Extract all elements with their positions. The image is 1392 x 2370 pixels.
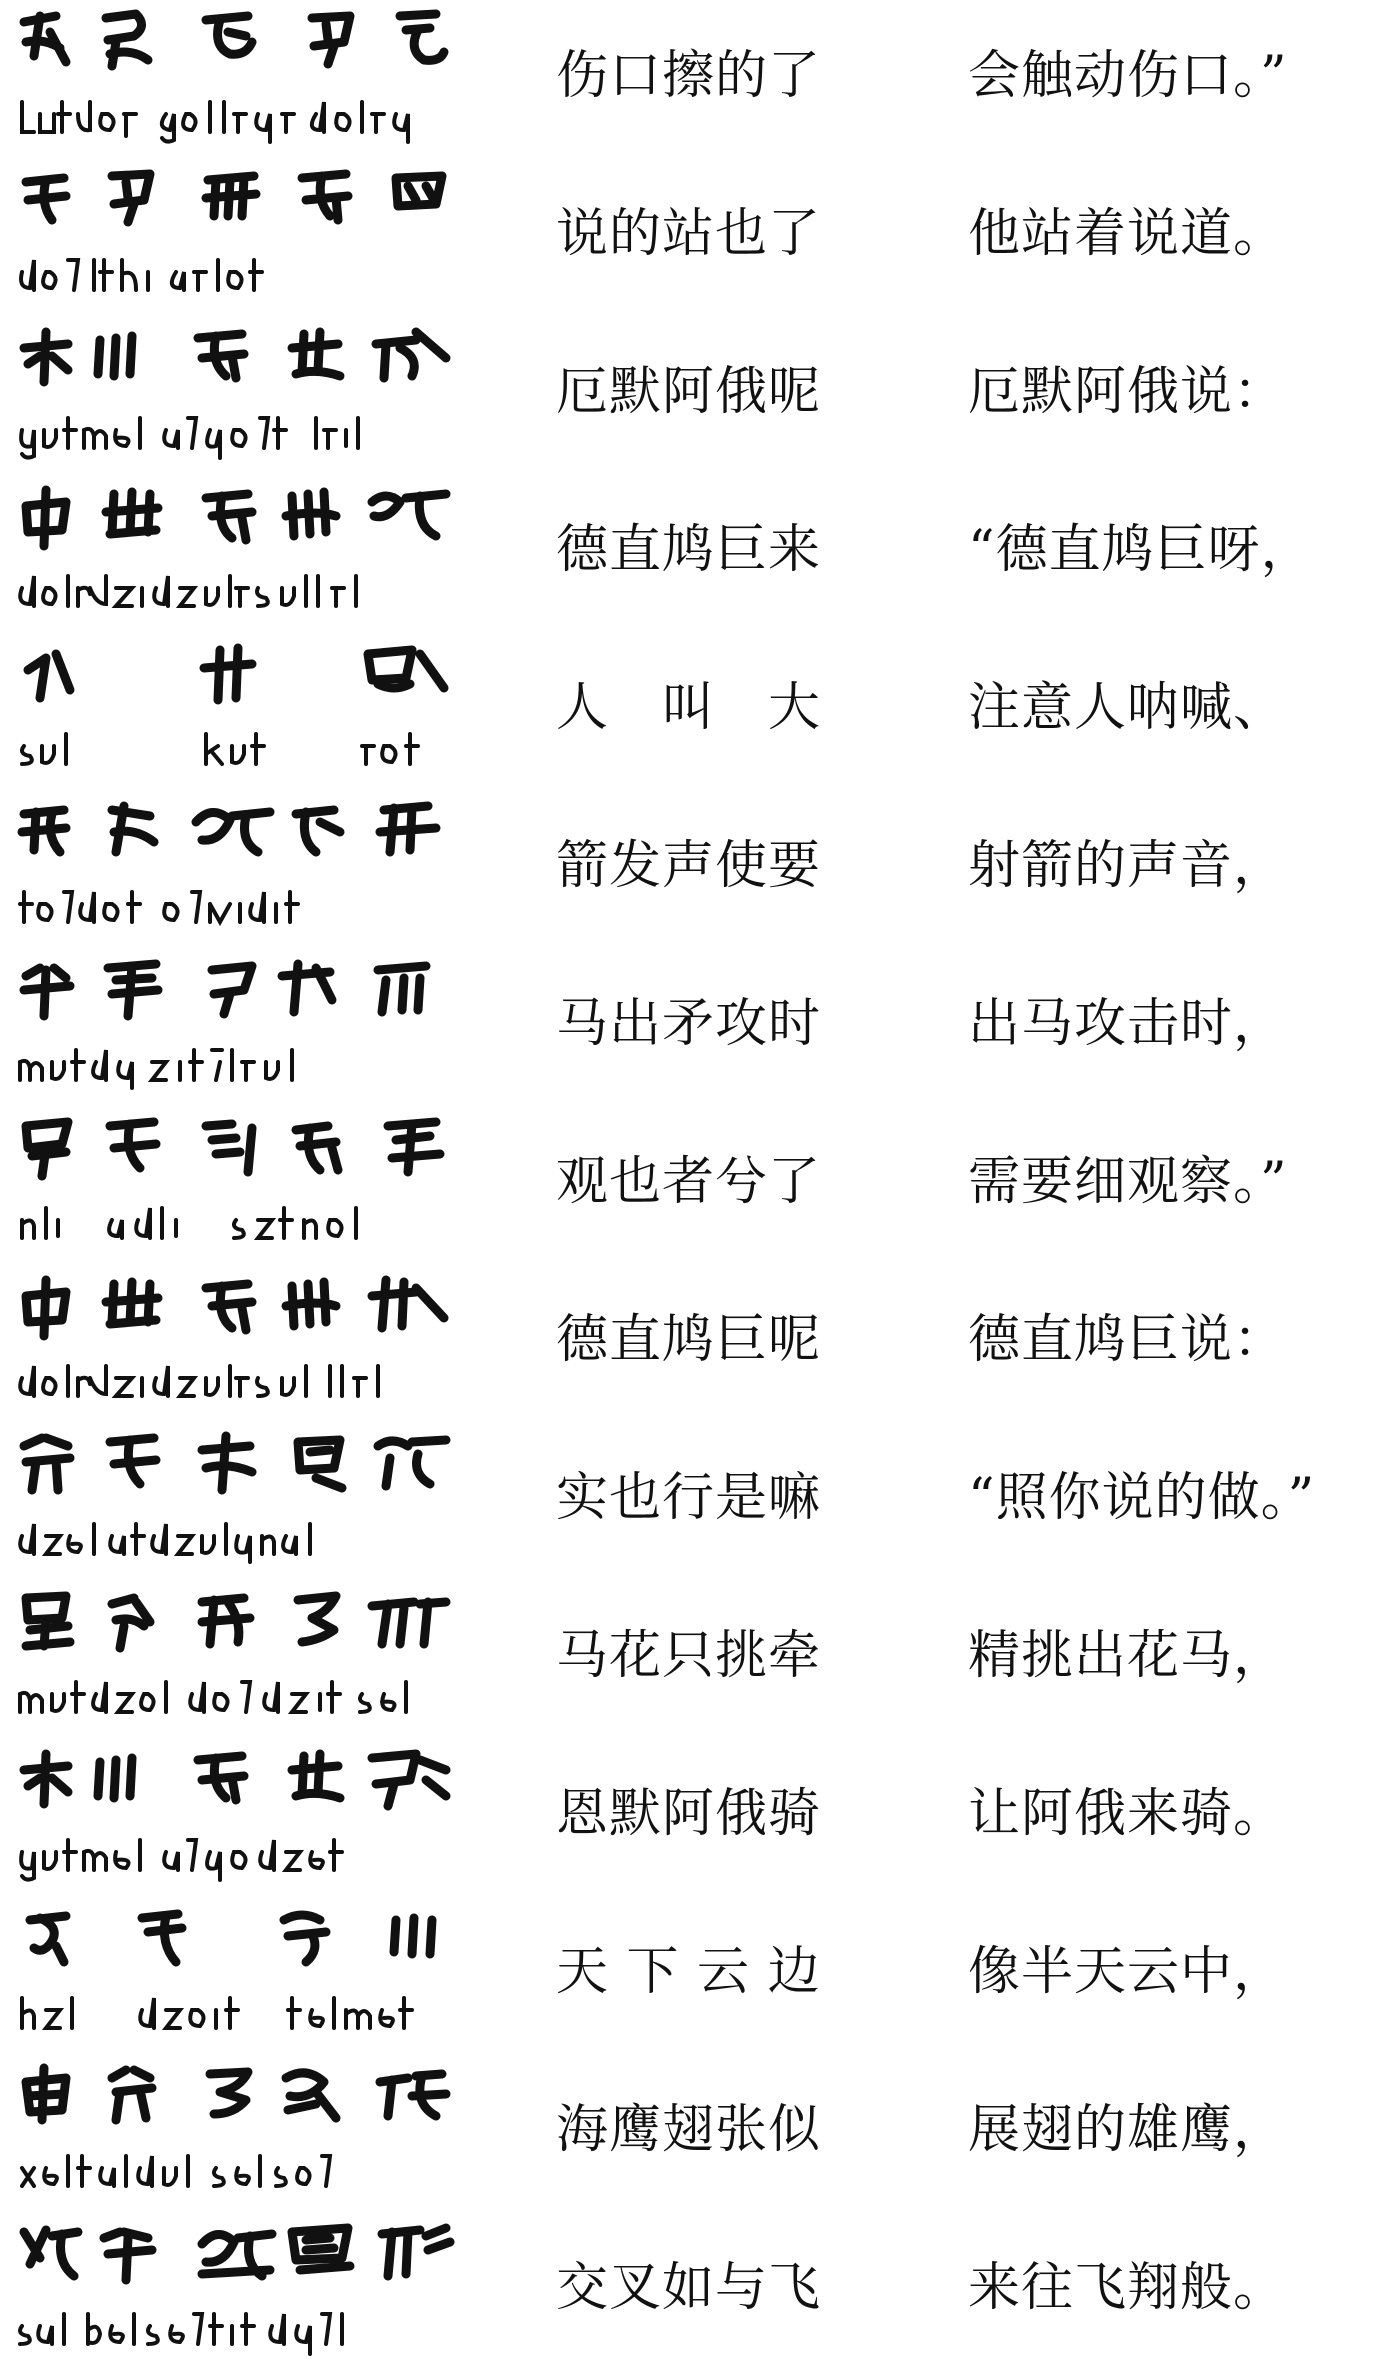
literal-gloss: 德直鸠巨来 <box>556 520 822 580</box>
text-row <box>0 1896 1392 2054</box>
handwritten-script-image <box>16 1108 456 1258</box>
free-translation: 会触动伤口。” <box>968 46 1288 106</box>
handwritten-romanization-drawing <box>16 1512 456 1568</box>
handwritten-script-image <box>16 792 456 942</box>
literal-gloss: 马出矛攻时 <box>556 994 822 1054</box>
free-translation: 像半天云中， <box>968 1942 1287 2002</box>
text-row <box>0 316 1392 474</box>
literal-gloss: 交叉如与飞 <box>556 2258 822 2318</box>
handwritten-romanization-drawing <box>16 880 456 936</box>
handwritten-romanization-drawing <box>16 2302 456 2358</box>
literal-gloss: 箭发声使要 <box>556 836 822 896</box>
handwritten-script-image <box>16 1898 456 2048</box>
handwritten-glyphs <box>16 950 456 1038</box>
handwritten-romanization <box>16 880 456 936</box>
handwritten-glyphs-drawing <box>16 476 456 564</box>
handwritten-glyphs <box>16 160 456 248</box>
handwritten-glyphs-drawing <box>16 2 456 90</box>
handwritten-romanization <box>16 90 456 146</box>
free-translation: 厄默阿俄说： <box>968 362 1287 422</box>
handwritten-romanization <box>16 564 456 620</box>
free-translation: 让阿俄来骑。 <box>968 1784 1287 1844</box>
free-translation: 来往飞翔般。 <box>968 2258 1287 2318</box>
handwritten-script-image <box>16 950 456 1100</box>
handwritten-romanization <box>16 1512 456 1568</box>
handwritten-script-image <box>16 2056 456 2206</box>
handwritten-script-image <box>16 634 456 784</box>
handwritten-romanization-drawing <box>16 1670 456 1726</box>
handwritten-romanization-drawing <box>16 90 456 146</box>
free-translation: “照你说的做。” <box>968 1468 1316 1528</box>
handwritten-glyphs-drawing <box>16 1424 456 1512</box>
handwritten-glyphs <box>16 1424 456 1512</box>
handwritten-glyphs-drawing <box>16 1108 456 1196</box>
handwritten-glyphs <box>16 1898 456 1986</box>
handwritten-romanization-drawing <box>16 406 456 462</box>
handwritten-romanization <box>16 248 456 304</box>
literal-gloss: 实也行是嘛 <box>556 1468 822 1528</box>
handwritten-glyphs-drawing <box>16 318 456 406</box>
handwritten-glyphs-drawing <box>16 160 456 248</box>
handwritten-glyphs-drawing <box>16 1740 456 1828</box>
text-row <box>0 1422 1392 1580</box>
handwritten-romanization <box>16 1986 456 2042</box>
handwritten-romanization <box>16 2302 456 2358</box>
literal-gloss: 厄默阿俄呢 <box>556 362 822 422</box>
text-row <box>0 2212 1392 2370</box>
handwritten-script-image <box>16 476 456 626</box>
literal-gloss: 天 下 云 边 <box>556 1942 821 2002</box>
handwritten-script-image <box>16 1740 456 1890</box>
literal-gloss: 海鹰翅张似 <box>556 2100 822 2160</box>
handwritten-romanization-drawing <box>16 1986 456 2042</box>
text-row <box>0 0 1392 158</box>
handwritten-script-image <box>16 318 456 468</box>
handwritten-glyphs <box>16 2 456 90</box>
free-translation: “德直鸠巨呀， <box>968 520 1314 580</box>
literal-gloss: 人 叫 大 <box>556 678 822 738</box>
handwritten-script-image <box>16 160 456 310</box>
handwritten-glyphs-drawing <box>16 1582 456 1670</box>
free-translation: 出马攻击时， <box>968 994 1287 1054</box>
handwritten-romanization <box>16 2144 456 2200</box>
handwritten-romanization <box>16 1038 456 1094</box>
handwritten-script-image <box>16 1424 456 1574</box>
text-row <box>0 1264 1392 1422</box>
free-translation: 注意人呐喊、 <box>968 678 1287 738</box>
text-row <box>0 1580 1392 1738</box>
handwritten-glyphs <box>16 1582 456 1670</box>
handwritten-romanization-drawing <box>16 2144 456 2200</box>
text-row <box>0 632 1392 790</box>
handwritten-glyphs <box>16 476 456 564</box>
handwritten-glyphs <box>16 2056 456 2144</box>
literal-gloss: 说的站也了 <box>556 204 822 264</box>
handwritten-script-image <box>16 2214 456 2364</box>
handwritten-romanization <box>16 1354 456 1410</box>
handwritten-glyphs-drawing <box>16 950 456 1038</box>
handwritten-glyphs <box>16 1108 456 1196</box>
handwritten-romanization-drawing <box>16 1038 456 1094</box>
literal-gloss: 德直鸠巨呢 <box>556 1310 822 1370</box>
free-translation: 展翅的雄鹰， <box>968 2100 1287 2160</box>
handwritten-romanization-drawing <box>16 564 456 620</box>
handwritten-romanization <box>16 406 456 462</box>
handwritten-glyphs-drawing <box>16 2056 456 2144</box>
handwritten-glyphs <box>16 318 456 406</box>
handwritten-script-image <box>16 2 456 152</box>
text-row <box>0 1738 1392 1896</box>
handwritten-glyphs <box>16 2214 456 2302</box>
literal-gloss: 伤口擦的了 <box>556 46 822 106</box>
handwritten-glyphs-drawing <box>16 1898 456 1986</box>
handwritten-glyphs <box>16 1266 456 1354</box>
handwritten-glyphs-drawing <box>16 634 456 722</box>
handwritten-romanization-drawing <box>16 1196 456 1252</box>
free-translation: 德直鸠巨说： <box>968 1310 1287 1370</box>
handwritten-romanization <box>16 1828 456 1884</box>
text-row <box>0 790 1392 948</box>
text-row <box>0 474 1392 632</box>
handwritten-glyphs-drawing <box>16 1266 456 1354</box>
free-translation: 射箭的声音， <box>968 836 1287 896</box>
handwritten-romanization <box>16 1196 456 1252</box>
text-row <box>0 158 1392 316</box>
handwritten-romanization <box>16 1670 456 1726</box>
handwritten-romanization-drawing <box>16 248 456 304</box>
handwritten-script-image <box>16 1266 456 1416</box>
literal-gloss: 恩默阿俄骑 <box>556 1784 822 1844</box>
handwritten-glyphs <box>16 1740 456 1828</box>
handwritten-glyphs <box>16 634 456 722</box>
free-translation: 精挑出花马， <box>968 1626 1287 1686</box>
literal-gloss: 观也者兮了 <box>556 1152 822 1212</box>
handwritten-script-image <box>16 1582 456 1732</box>
handwritten-glyphs <box>16 792 456 880</box>
free-translation: 他站着说道。 <box>968 204 1287 264</box>
handwritten-romanization-drawing <box>16 722 456 778</box>
free-translation: 需要细观察。” <box>968 1152 1288 1212</box>
text-row <box>0 1106 1392 1264</box>
literal-gloss: 马花只挑牵 <box>556 1626 822 1686</box>
handwritten-glyphs-drawing <box>16 2214 456 2302</box>
text-row <box>0 948 1392 1106</box>
handwritten-glyphs-drawing <box>16 792 456 880</box>
handwritten-romanization-drawing <box>16 1828 456 1884</box>
text-row <box>0 2054 1392 2212</box>
handwritten-romanization-drawing <box>16 1354 456 1410</box>
handwritten-romanization <box>16 722 456 778</box>
